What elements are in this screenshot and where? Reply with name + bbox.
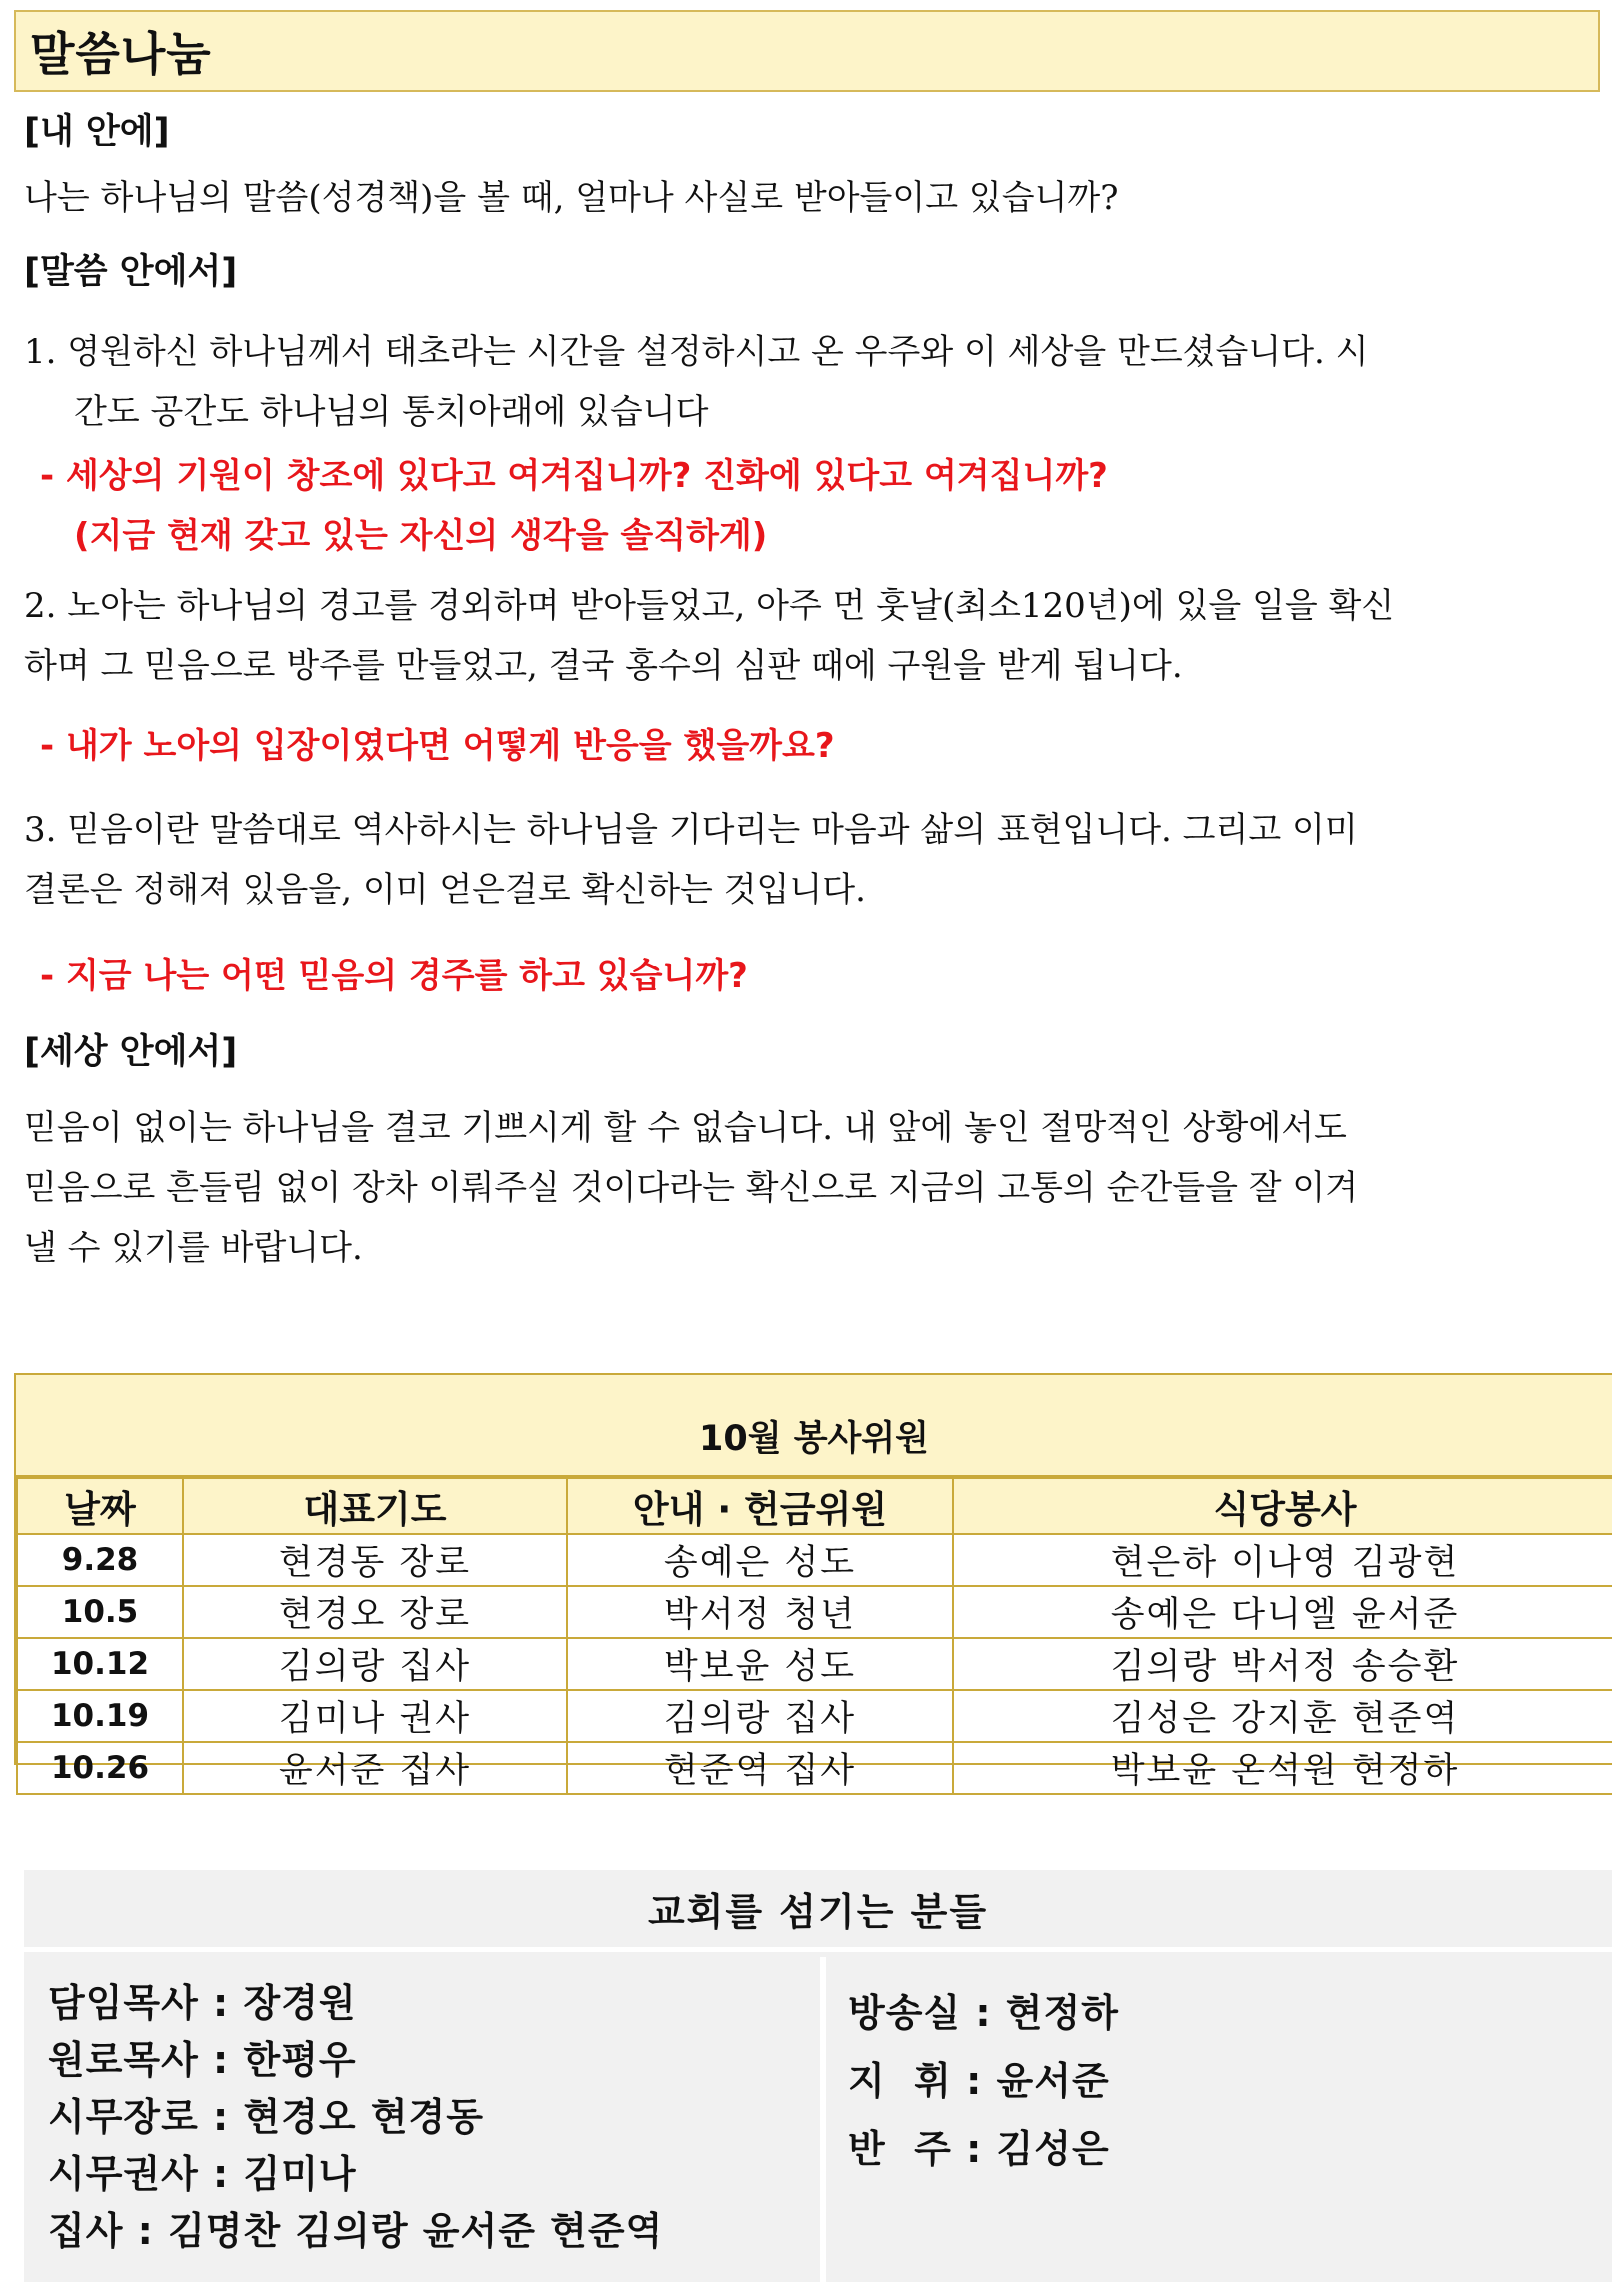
cell-usher: 송예은 성도 bbox=[567, 1534, 953, 1586]
cell-kitchen: 김성은 강지훈 현준역 bbox=[953, 1690, 1612, 1742]
table-row bbox=[17, 1638, 1612, 1690]
cell-date: 10.19 bbox=[17, 1690, 183, 1742]
column-header-usher: 안내 · 헌금위원 bbox=[567, 1478, 953, 1534]
staff-conductor: 지 휘 : 윤서준 bbox=[848, 2059, 1110, 2103]
point-3-question-1: - 지금 나는 어떤 믿음의 경주를 하고 있습니까? bbox=[40, 956, 748, 996]
table-header-row bbox=[17, 1478, 1612, 1534]
column-header-date: 날짜 bbox=[17, 1478, 183, 1534]
point-1-line-2: 간도 공간도 하나님의 통치아래에 있습니다 bbox=[74, 392, 709, 432]
point-3-line-1: 3. 믿음이란 말씀대로 역사하시는 하나님을 기다리는 마음과 삶의 표현입니다. 그리고 이미 bbox=[24, 810, 1358, 850]
world-text-line-2: 믿음으로 흔들림 없이 장차 이뤄주실 것이다라는 확신으로 지금의 고통의 순간들을 잘 이겨 bbox=[24, 1168, 1359, 1208]
staff-senior-pastor: 담임목사 : 장경원 bbox=[48, 1981, 357, 2025]
staff-deaconess: 시무권사 : 김미나 bbox=[48, 2152, 357, 2196]
staff-accompanist: 반 주 : 김성은 bbox=[848, 2127, 1110, 2171]
cell-prayer: 윤서준 집사 bbox=[183, 1742, 567, 1794]
cell-date: 10.5 bbox=[17, 1586, 183, 1638]
cell-usher: 현준역 집사 bbox=[567, 1742, 953, 1794]
point-2-line-1: 2. 노아는 하나님의 경고를 경외하며 받아들었고, 아주 먼 훗날(최소120년)에 있을 일을 확신 bbox=[24, 586, 1395, 626]
service-committee-box bbox=[14, 1373, 1612, 1791]
service-committee-title: 10월 봉사위원 bbox=[699, 1419, 929, 1459]
column-header-kitchen: 식당봉사 bbox=[953, 1478, 1612, 1534]
cell-date: 10.26 bbox=[17, 1742, 183, 1794]
point-1-question-2: (지금 현재 갖고 있는 자신의 생각을 솔직하게) bbox=[74, 516, 768, 556]
table-row bbox=[17, 1534, 1612, 1586]
cell-usher: 김의랑 집사 bbox=[567, 1690, 953, 1742]
church-staff-title: 교회를 섬기는 분들 bbox=[647, 1890, 989, 1934]
staff-broadcast: 방송실 : 현정하 bbox=[848, 1991, 1119, 2035]
column-header-prayer: 대표기도 bbox=[183, 1478, 567, 1534]
section-heading-world: [세상 안에서] bbox=[24, 1032, 238, 1072]
service-committee-table bbox=[16, 1477, 1612, 1795]
church-staff-box bbox=[24, 1870, 1612, 2282]
point-1-question-1: - 세상의 기원이 창조에 있다고 여겨집니까? 진화에 있다고 여겨집니까? bbox=[40, 456, 1108, 496]
table-row bbox=[17, 1690, 1612, 1742]
church-staff-right-column bbox=[826, 1957, 1612, 2282]
cell-prayer: 현경오 장로 bbox=[183, 1586, 567, 1638]
church-staff-left-column bbox=[24, 1957, 820, 2282]
cell-date: 9.28 bbox=[17, 1534, 183, 1586]
cell-date: 10.12 bbox=[17, 1638, 183, 1690]
cell-kitchen: 김의랑 박서정 송승환 bbox=[953, 1638, 1612, 1690]
page-title: 말씀나눔 bbox=[30, 27, 212, 81]
church-staff-header bbox=[24, 1870, 1612, 1952]
cell-kitchen: 박보윤 온석원 현정하 bbox=[953, 1742, 1612, 1794]
table-row bbox=[17, 1586, 1612, 1638]
section-heading-word: [말씀 안에서] bbox=[24, 252, 238, 292]
table-row bbox=[17, 1742, 1612, 1794]
point-1-line-1: 1. 영원하신 하나님께서 태초라는 시간을 설정하시고 온 우주와 이 세상을 만드셨습니다. 시 bbox=[24, 332, 1369, 372]
cell-usher: 박보윤 성도 bbox=[567, 1638, 953, 1690]
world-text-line-1: 믿음이 없이는 하나님을 결코 기쁘시게 할 수 없습니다. 내 앞에 놓인 절망적인 상황에서도 bbox=[24, 1108, 1347, 1148]
staff-deacons: 집사 : 김명찬 김의랑 윤서준 현준역 bbox=[48, 2209, 664, 2253]
inner-question: 나는 하나님의 말씀(성경책)을 볼 때, 얼마나 사실로 받아들이고 있습니까? bbox=[24, 178, 1119, 218]
point-2-line-2: 하며 그 믿음으로 방주를 만들었고, 결국 홍수의 심판 때에 구원을 받게 됩니다. bbox=[24, 646, 1183, 686]
cell-prayer: 김미나 권사 bbox=[183, 1690, 567, 1742]
section-title-bar bbox=[14, 10, 1600, 92]
cell-kitchen: 송예은 다니엘 윤서준 bbox=[953, 1586, 1612, 1638]
cell-usher: 박서정 청년 bbox=[567, 1586, 953, 1638]
cell-prayer: 현경동 장로 bbox=[183, 1534, 567, 1586]
section-heading-inner: [내 안에] bbox=[24, 112, 170, 152]
service-committee-header bbox=[16, 1375, 1612, 1477]
cell-kitchen: 현은하 이나영 김광현 bbox=[953, 1534, 1612, 1586]
point-3-line-2: 결론은 정해져 있음을, 이미 얻은걸로 확신하는 것입니다. bbox=[24, 870, 866, 910]
point-2-question-1: - 내가 노아의 입장이였다면 어떻게 반응을 했을까요? bbox=[40, 726, 835, 766]
staff-emeritus-pastor: 원로목사 : 한평우 bbox=[48, 2038, 357, 2082]
staff-elders: 시무장로 : 현경오 현경동 bbox=[48, 2095, 484, 2139]
world-text-line-3: 낼 수 있기를 바랍니다. bbox=[24, 1228, 363, 1268]
cell-prayer: 김의랑 집사 bbox=[183, 1638, 567, 1690]
